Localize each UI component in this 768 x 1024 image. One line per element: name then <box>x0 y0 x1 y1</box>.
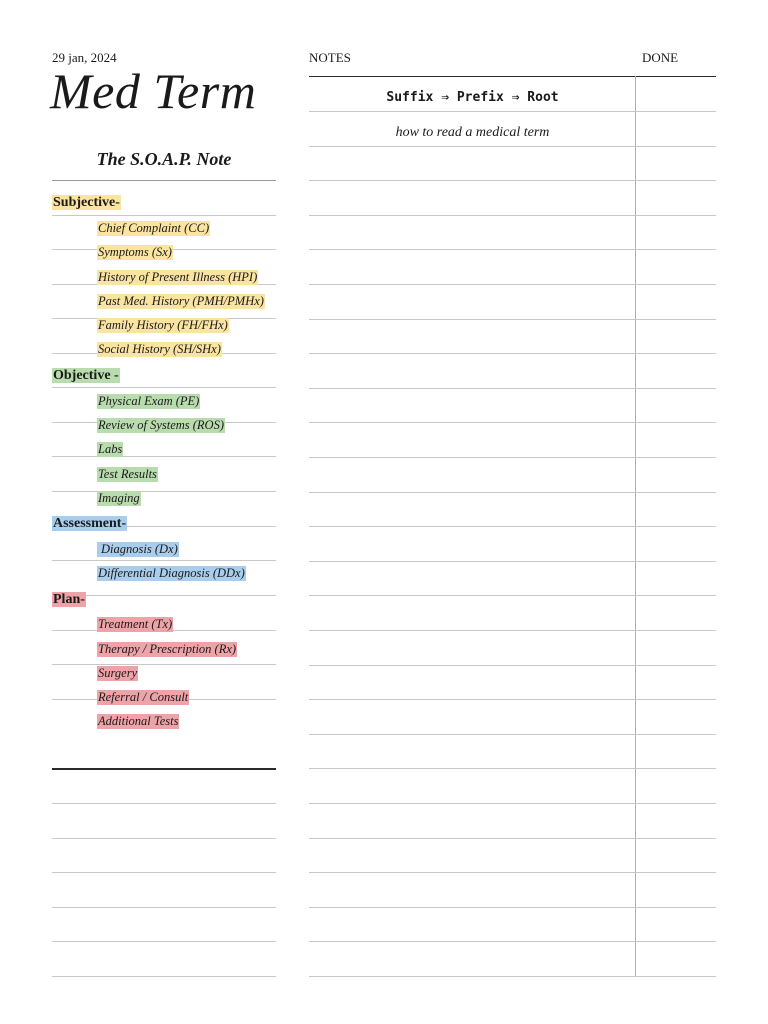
subjective-item: Social History (SH/SHx) <box>98 342 221 356</box>
subjective-item: History of Present Illness (HPI) <box>98 270 258 284</box>
page-title: Med Term <box>50 63 257 119</box>
objective-item: Review of Systems (ROS) <box>98 418 225 432</box>
soap-row-rule <box>52 387 276 388</box>
plan-item: Surgery <box>98 666 138 680</box>
blank-row-rule <box>52 803 276 804</box>
plan-item: Additional Tests <box>98 714 179 728</box>
plan-item: Referral / Consult <box>98 690 189 704</box>
notes-row-rule <box>309 388 716 389</box>
notes-row-rule <box>309 976 716 977</box>
blank-row-rule <box>52 838 276 839</box>
done-column-header: DONE <box>642 50 679 65</box>
notes-row-rule <box>309 803 716 804</box>
notes-row-rule <box>309 180 716 181</box>
notes-row-rule <box>309 457 716 458</box>
objective-item: Physical Exam (PE) <box>98 394 200 408</box>
notes-row-rule <box>309 768 716 769</box>
notes-row-rule <box>309 249 716 250</box>
objective-item: Test Results <box>98 467 157 481</box>
notes-row-rule <box>309 595 716 596</box>
subjective-item: Symptoms (Sx) <box>98 245 172 259</box>
notes-row-rule <box>309 215 716 216</box>
notes-top-rule <box>309 76 716 77</box>
subjective-item: Family History (FH/FHx) <box>98 318 228 332</box>
notes-cell-description: how to read a medical term <box>395 125 550 140</box>
soap-title-rule <box>52 180 276 181</box>
notes-row-rule <box>309 907 716 908</box>
objective-heading: Objective - <box>53 368 119 383</box>
assessment-item: Differential Diagnosis (DDx) <box>98 566 245 580</box>
plan-item: Therapy / Prescription (Rx) <box>98 642 237 656</box>
soap-row-rule <box>52 664 276 665</box>
soap-row-rule <box>52 215 276 216</box>
objective-item: Labs <box>98 442 123 456</box>
plan-item: Treatment (Tx) <box>98 617 173 631</box>
subjective-item: Past Med. History (PMH/PMHx) <box>98 294 264 308</box>
assessment-item: Diagnosis (Dx) <box>97 542 179 557</box>
notes-row-rule <box>309 492 716 493</box>
soap-row-rule <box>52 560 276 561</box>
notes-row-rule <box>309 111 716 112</box>
notes-row-rule <box>309 941 716 942</box>
blank-row-rule <box>52 872 276 873</box>
blank-row-rule <box>52 907 276 908</box>
objective-item: Imaging <box>98 491 140 505</box>
notes-cell-order: Suffix ⇒ Prefix ⇒ Root <box>386 90 559 105</box>
notes-row-rule <box>309 699 716 700</box>
notes-row-rule <box>309 319 716 320</box>
notes-row-rule <box>309 630 716 631</box>
notes-row-rule <box>309 665 716 666</box>
notes-column-header: NOTES <box>309 50 351 65</box>
notes-row-rule <box>309 872 716 873</box>
assessment-heading: Assessment- <box>53 516 127 531</box>
blank-row-rule <box>52 941 276 942</box>
plan-heading: Plan- <box>53 592 85 607</box>
soap-note-title: The S.O.A.P. Note <box>96 149 232 169</box>
notes-row-rule <box>309 146 716 147</box>
notes-row-rule <box>309 526 716 527</box>
notes-row-rule <box>309 284 716 285</box>
notes-row-rule <box>309 353 716 354</box>
notes-row-rule <box>309 838 716 839</box>
left-section-rule <box>52 768 276 770</box>
subjective-heading: Subjective- <box>53 195 120 210</box>
soap-row-rule <box>52 456 276 457</box>
notes-row-rule <box>309 734 716 735</box>
date-label: 29 jan, 2024 <box>52 50 117 65</box>
notes-row-rule <box>309 422 716 423</box>
soap-row-rule <box>52 491 276 492</box>
blank-row-rule <box>52 976 276 977</box>
subjective-item: Chief Complaint (CC) <box>98 221 210 235</box>
notes-row-rule <box>309 561 716 562</box>
